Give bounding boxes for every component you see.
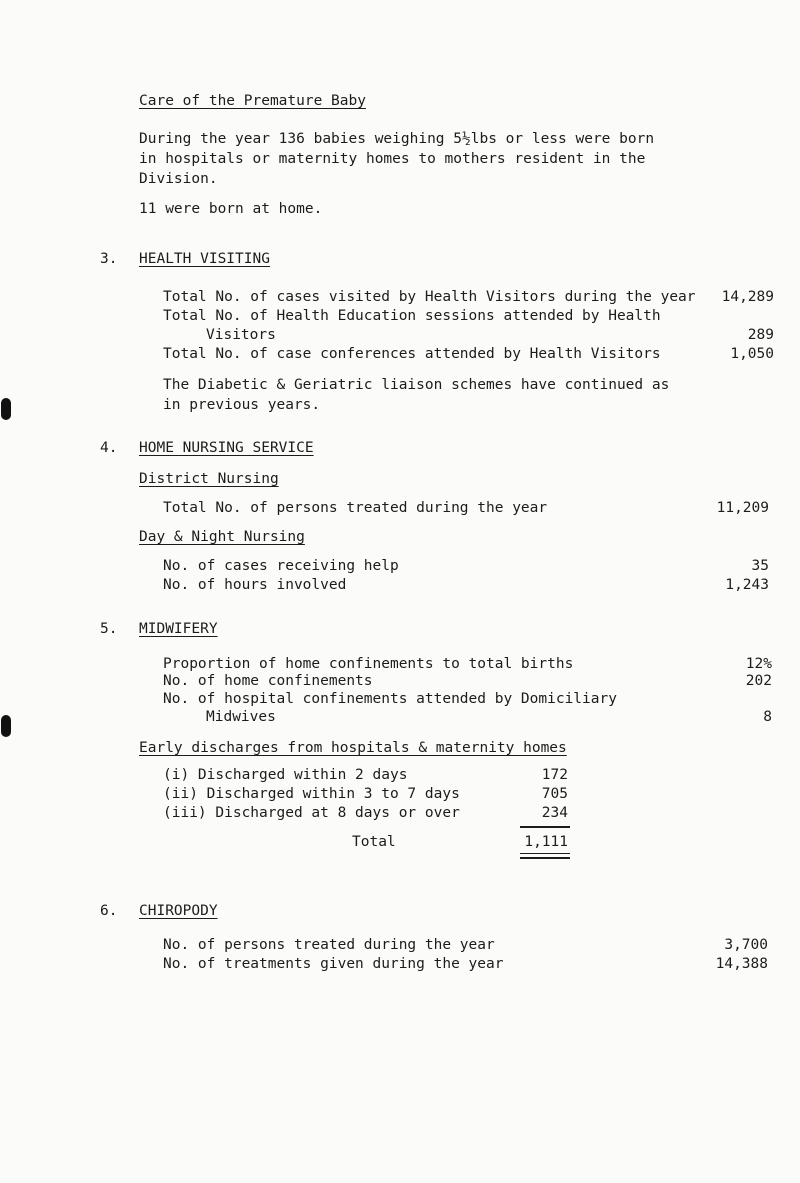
premature-paragraph-line: in hospitals or maternity homes to mothers resident in the — [139, 151, 646, 167]
row-label: Proportion of home confinements to total births — [163, 656, 574, 672]
row-label: No. of home confinements — [163, 673, 373, 689]
chiropody-heading: CHIROPODY — [139, 903, 218, 919]
discharge-row-value: 234 — [541, 805, 568, 821]
home-nursing-heading: HOME NURSING SERVICE — [139, 440, 314, 456]
row-value: 289 — [747, 327, 774, 343]
home-births-paragraph: 11 were born at home. — [139, 201, 323, 217]
row-value: 202 — [745, 673, 772, 689]
section-number: 3. — [100, 251, 118, 267]
row-label: No. of hospital confinements attended by Domiciliary — [163, 691, 617, 707]
row-value: 1,243 — [725, 577, 769, 593]
row-label: No. of treatments given during the year — [163, 956, 504, 972]
row-value: 1,050 — [730, 346, 774, 362]
midwifery-heading: MIDWIFERY — [139, 621, 218, 637]
row-value: 12% — [745, 656, 772, 672]
row-label: Total No. of case conferences attended by Health Visitors — [163, 346, 661, 362]
premature-paragraph-line: During the year 136 babies weighing 5½lbs or less were born — [139, 131, 655, 147]
discharge-row-label: (i) Discharged within 2 days — [163, 767, 408, 783]
section-number: 5. — [100, 621, 118, 637]
section-number: 4. — [100, 440, 118, 456]
row-label: No. of persons treated during the year — [163, 937, 495, 953]
total-underline — [520, 853, 570, 854]
liaison-note-line: The Diabetic & Geriatric liaison schemes have continued as — [163, 377, 670, 393]
discharge-row-value: 172 — [541, 767, 568, 783]
total-rule — [520, 826, 570, 828]
discharge-row-label: (iii) Discharged at 8 days or over — [163, 805, 460, 821]
row-value: 14,388 — [715, 956, 768, 972]
early-discharges-subheading: Early discharges from hospitals & maternity homes — [139, 740, 567, 756]
row-label: No. of hours involved — [163, 577, 347, 593]
row-label: Midwives — [206, 709, 276, 725]
liaison-note-line: in previous years. — [163, 397, 321, 413]
row-value: 3,700 — [724, 937, 768, 953]
row-value: 11,209 — [716, 500, 769, 516]
discharge-row-label: (ii) Discharged within 3 to 7 days — [163, 786, 460, 802]
day-night-nursing-subheading: Day & Night Nursing — [139, 529, 305, 545]
binding-hole-mark — [1, 715, 11, 737]
premature-paragraph-line: Division. — [139, 171, 218, 187]
section-number: 6. — [100, 903, 118, 919]
total-label: Total — [352, 834, 396, 850]
total-double-underline — [520, 857, 570, 859]
health-visiting-heading: HEALTH VISITING — [139, 251, 270, 267]
premature-heading: Care of the Premature Baby — [139, 93, 366, 109]
row-label: Total No. of Health Education sessions attended by Health — [163, 308, 661, 324]
row-value: 35 — [751, 558, 769, 574]
row-value: 8 — [763, 709, 772, 725]
discharge-row-value: 705 — [541, 786, 568, 802]
row-label: No. of cases receiving help — [163, 558, 399, 574]
row-value: 14,289 — [721, 289, 774, 305]
total-value: 1,111 — [524, 834, 568, 850]
row-label: Visitors — [206, 327, 276, 343]
binding-hole-mark — [1, 398, 11, 420]
row-label: Total No. of persons treated during the year — [163, 500, 548, 516]
row-label: Total No. of cases visited by Health Visitors during the year — [163, 289, 696, 305]
district-nursing-subheading: District Nursing — [139, 471, 279, 487]
